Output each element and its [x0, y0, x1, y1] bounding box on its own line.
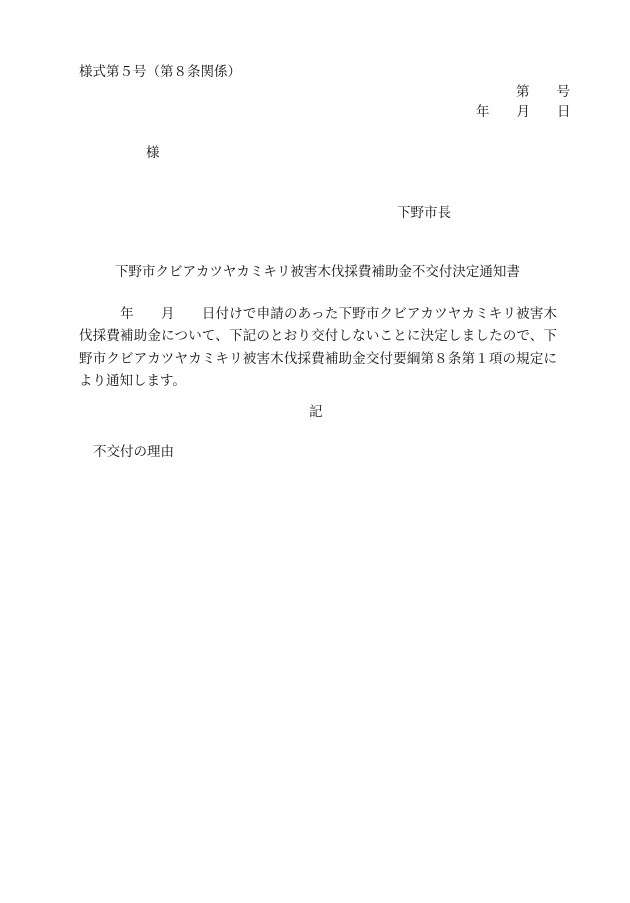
- body-year-label: 年: [120, 306, 134, 322]
- sender-name: 下野市長: [397, 205, 451, 221]
- document-number-prefix: 第: [516, 84, 530, 100]
- document-title: 下野市クビアカツヤカミキリ被害木伐採費補助金不交付決定通知書: [115, 264, 520, 280]
- ki-heading: 記: [309, 404, 323, 420]
- document-date: [476, 106, 571, 120]
- body-line-1: [79, 303, 557, 325]
- date-month-label: 月: [516, 104, 530, 120]
- form-label: 様式第５号（第８条関係）: [79, 64, 241, 80]
- document-number-suffix: 号: [556, 84, 570, 100]
- recipient-honorific: 様: [146, 145, 160, 161]
- body-line-2: 伐採費補助金について、下記のとおり交付しないことに決定しましたので、下: [79, 328, 557, 345]
- body-line-1-text: 日付けで申請のあった下野市クビアカツヤカミキリ被害木: [201, 306, 558, 322]
- date-day-label: 日: [557, 104, 571, 120]
- document-number: [516, 86, 570, 100]
- body-line-4: より通知します。: [79, 373, 186, 390]
- body-line-3: 野市クビアカツヤカミキリ被害木伐採費補助金交付要綱第８条第１項の規定に: [79, 350, 557, 367]
- body-paragraph: [79, 303, 557, 393]
- non-grant-reason-label: 不交付の理由: [93, 444, 174, 460]
- date-year-label: 年: [476, 104, 490, 120]
- body-month-label: 月: [160, 306, 175, 322]
